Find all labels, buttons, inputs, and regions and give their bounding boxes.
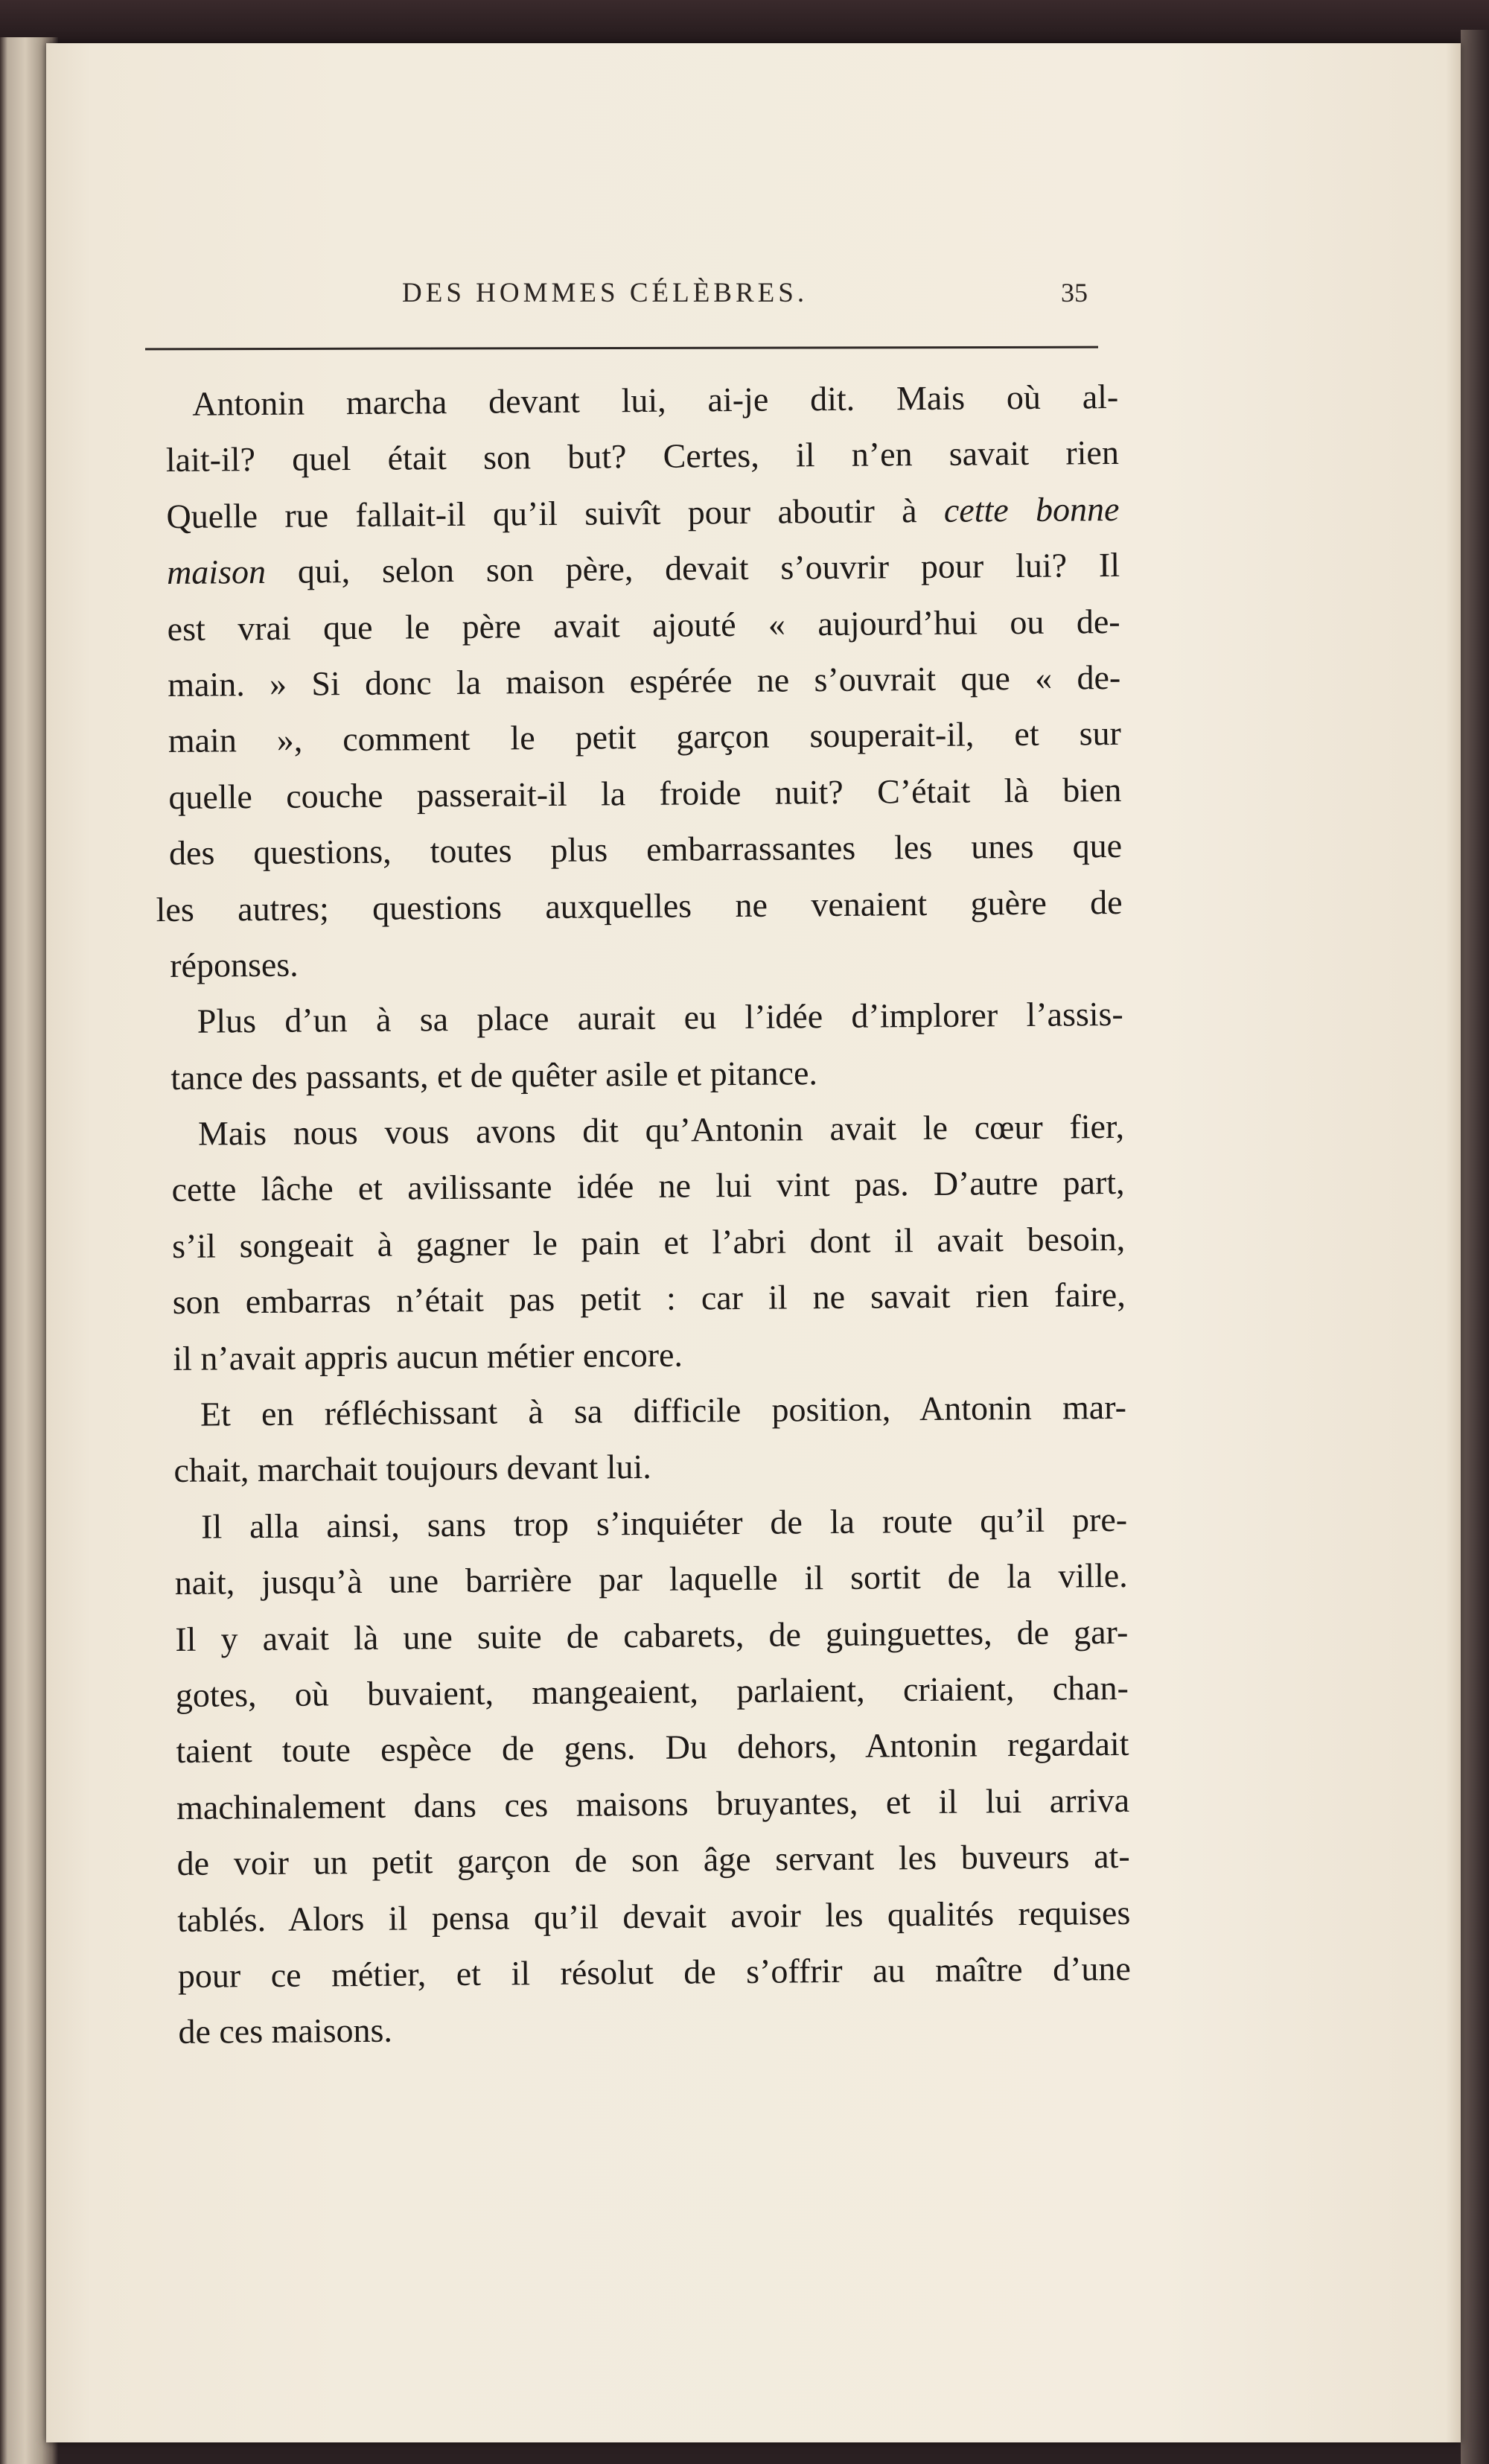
text-line [177,1884,1131,1947]
book-top-edge [0,0,1489,43]
text-line [166,481,1120,544]
text-line [166,424,1120,488]
line-text: tance des passants, et de quêter asile et pitance. [170,1053,818,1097]
body-text [156,369,1132,2060]
text-line [167,537,1120,600]
line-text: s’il songeait à gagner le pain et l’abri dont il avait besoin, [171,1219,1126,1265]
line-text: tablés. Alors il pensa qu’il devait avoir les qualités requises [177,1893,1131,1939]
line-text: son embarras n’était pas petit : car il ne savait rien faire, [172,1276,1126,1322]
text-line [178,1996,1132,2060]
line-text: main », comment le petit garçon souperait-il, et sur [168,714,1122,760]
line-text: chait, marchait toujours devant lui. [173,1448,651,1490]
line-text: Plus d’un à sa place aurait eu l’idée d’implorer l’assis- [197,995,1123,1040]
text-line [178,1941,1132,2004]
line-text: de voir un petit garçon de son âge servant les buveurs at- [176,1837,1130,1883]
line-text: il n’avait appris aucun métier encore. [173,1335,683,1378]
running-head: DES HOMMES CÉLÈBRES. [402,278,809,308]
text-line [165,369,1119,432]
text-line [176,1772,1130,1836]
line-text: des questions, toutes plus embarrassantes les unes que [168,827,1123,873]
italic-phrase: maison [166,553,267,592]
line-text: Antonin marcha devant lui, ai-je dit. Mais où al- [192,377,1119,423]
text-line [173,1379,1127,1442]
text-line [172,1267,1126,1330]
text-line [168,649,1121,713]
line-text: taient toute espèce de gens. Du dehors, Antonin regardait [176,1725,1129,1771]
text-line [176,1660,1129,1723]
text-line [170,1042,1124,1106]
book-right-edge [1461,30,1489,2464]
text-line [175,1603,1129,1666]
line-text: gotes, où buvaient, mangeaient, parlaient, criaient, chan- [175,1668,1129,1714]
text-line [174,1492,1128,1555]
text-line [168,762,1122,825]
text-line [173,1323,1126,1387]
italic-phrase: cette bonne [943,489,1120,529]
line-text: Et en réfléchissant à sa difficile position, Antonin mar- [200,1387,1127,1433]
text-line [171,1098,1125,1162]
line-text: Il y avait là une suite de cabarets, de guinguettes, de gar- [175,1612,1129,1658]
text-line [174,1547,1128,1611]
line-text: Mais nous vous avons dit qu’Antonin avait le cœur fier, [197,1107,1125,1153]
page-number: 35 [1061,278,1088,308]
line-text: main. » Si donc la maison espérée ne s’ouvrait que « de- [168,658,1121,704]
line-text: machinalement dans ces maisons bruyantes, et il lui arriva [176,1780,1130,1827]
text-line [171,1154,1125,1217]
line-text: réponses. [170,945,299,984]
text-line [172,1211,1126,1274]
text-line [176,1716,1129,1779]
text-line [167,593,1120,657]
line-text: quelle couche passerait-il la froide nuit? C’était là bien [168,770,1122,816]
line-text: nait, jusqu’à une barrière par laquelle il sortit de la ville. [174,1556,1128,1602]
line-text: lait-il? quel était son but? Certes, il n’en savait rien [165,433,1120,480]
line-text: Quelle rue fallait-il qu’il suivît pour aboutir à [166,491,945,535]
text-line [156,873,1123,937]
text-line [169,818,1123,881]
line-text: de ces maisons. [178,2011,393,2051]
line-text: qui, selon son père, devait s’ouvrir pour lui? Il [265,546,1120,591]
line-text: Il alla ainsi, sans trop s’inquiéter de la route qu’il pre- [200,1500,1128,1546]
line-text: pour ce métier, et il résolut de s’offrir au maître d’une [177,1949,1132,1995]
line-text: cette lâche et avilissante idée ne lui vint pas. D’autre part, [171,1163,1125,1209]
text-line [173,1435,1127,1498]
text-line [176,1828,1130,1891]
text-line [170,930,1123,993]
text-line [168,705,1122,768]
line-text: les autres; questions auxquelles ne venaient guère de [156,882,1123,929]
text-line [170,986,1124,1049]
line-text: est vrai que le père avait ajouté « aujourd’hui ou de- [167,602,1120,648]
